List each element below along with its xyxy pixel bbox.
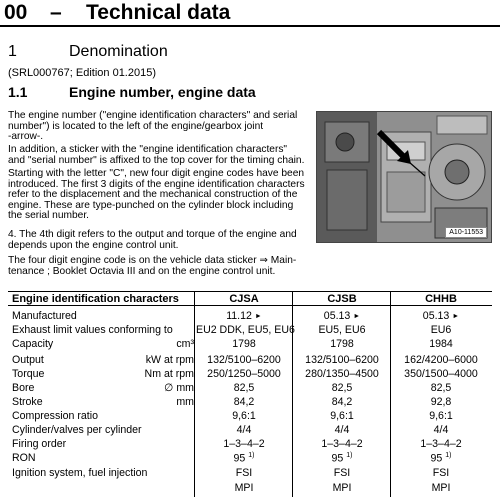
paragraph-fourth-digit: 4. The 4th digit refers to the output and torque of the engine and depends upon the engine control unit.: [8, 229, 297, 251]
row-unit: cm³: [176, 338, 194, 350]
row-value: 84,2: [233, 396, 255, 408]
row-value: 11.12 ►: [226, 310, 262, 322]
paragraph-sticker: In addition, a sticker with the "engine identification characters" and "serial number" is affixed to the top cover for the timing chain.: [8, 144, 305, 166]
row-value: 250/1250–5000: [207, 368, 281, 380]
table-row: [8, 310, 492, 324]
row-value: 95 $^{1)}$: [331, 452, 353, 465]
row-value: 9,6:1: [330, 410, 354, 422]
row-value: 162/4200–6000: [404, 354, 478, 366]
table-header-cjsa: CJSA: [229, 293, 259, 305]
chapter-dash: –: [50, 1, 62, 24]
section-number: 1: [8, 43, 17, 60]
paragraph-new-codes: Starting with the letter "C", new four digit engine codes have been introduced. The first 3 digits of the engine identification characters refer to the displacement and the mechanical construction of the engine. These are type-punched on the cylinder block including the serial number.: [8, 168, 305, 221]
arrow-right-icon: ►: [254, 313, 262, 320]
subsection-number: 1.1: [8, 84, 28, 100]
row-label: RON: [12, 452, 36, 464]
row-value: FSI: [333, 467, 351, 479]
row-value: 132/5100–6200: [207, 354, 281, 366]
footnote-marker: 1): [346, 452, 353, 459]
row-value: 4/4: [334, 424, 350, 436]
row-value: MPI: [234, 482, 254, 494]
row-value: EU2 DDK, EU5, EU6: [196, 324, 295, 336]
table-row: [8, 452, 492, 466]
row-value: 1984: [429, 338, 453, 350]
row-label: Firing order: [12, 438, 67, 450]
table-row: [8, 482, 492, 496]
row-label: Bore: [12, 382, 35, 394]
row-value: 95 $^{1)}$: [233, 452, 255, 465]
chapter-title: Technical data: [86, 1, 231, 24]
row-unit: Nm at rpm: [144, 368, 194, 380]
footnote-marker: 1): [445, 452, 452, 459]
row-value: EU6: [430, 324, 452, 336]
row-label: Manufactured: [12, 310, 77, 322]
row-value: 82,5: [233, 382, 255, 394]
document-reference: (SRL000767; Edition 01.2015): [8, 67, 156, 79]
row-value: MPI: [431, 482, 451, 494]
row-value: 1–3–4–2: [321, 438, 363, 450]
table-top-rule: [8, 291, 492, 292]
table-header-chhb: CHHB: [425, 293, 457, 305]
row-label: Exhaust limit values conforming to: [12, 324, 173, 336]
row-value: 95 $^{1)}$: [430, 452, 452, 465]
row-value: 84,2: [331, 396, 353, 408]
row-value: 4/4: [236, 424, 252, 436]
row-label: Output: [12, 354, 44, 366]
row-value: 1–3–4–2: [223, 438, 265, 450]
row-label: Torque: [12, 368, 45, 380]
paragraph-engine-number: The engine number ("engine identification characters" and serial number") is located to the left of the engine/gearbox joint -arrow-.: [8, 110, 298, 142]
paragraph-vehicle-sticker: The four digit engine code is on the vehicle data sticker ⇒ Main- tenance ; Booklet Octavia III and on the engine control unit.: [8, 255, 297, 277]
row-label: Ignition system, fuel injection: [12, 467, 148, 479]
table-row: [8, 396, 492, 410]
row-value: 9,6:1: [429, 410, 453, 422]
row-value: 4/4: [433, 424, 449, 436]
row-unit: ∅ mm: [164, 382, 194, 394]
row-label: Capacity: [12, 338, 54, 350]
row-value: FSI: [235, 467, 253, 479]
table-row: [8, 467, 492, 481]
table-header-label: Engine identification characters: [12, 293, 179, 305]
chapter-header: [0, 0, 500, 27]
table-row: [8, 338, 492, 352]
subsection-title: Engine number, engine data: [69, 84, 256, 100]
row-label: Compression ratio: [12, 410, 98, 422]
arrow-right-icon: ►: [353, 313, 361, 320]
row-unit: mm: [176, 396, 194, 408]
row-value: 280/1350–4500: [305, 368, 379, 380]
table-row: [8, 354, 492, 368]
row-value: FSI: [432, 467, 450, 479]
row-value: 132/5100–6200: [305, 354, 379, 366]
row-value: 92,8: [430, 396, 452, 408]
table-header-cjsb: CJSB: [327, 293, 357, 305]
row-value: 1798: [232, 338, 256, 350]
row-label: Cylinder/valves per cylinder: [12, 424, 142, 436]
row-value: 350/1500–4000: [404, 368, 478, 380]
table-row: [8, 324, 492, 338]
arrow-right-icon: ►: [452, 313, 460, 320]
row-value: 82,5: [430, 382, 452, 394]
row-label: Stroke: [12, 396, 43, 408]
row-unit: kW at rpm: [145, 354, 194, 366]
table-row: [8, 368, 492, 382]
footnote-marker: 1): [248, 452, 255, 459]
table-row: [8, 382, 492, 396]
table-row: [8, 424, 492, 438]
row-value: EU5, EU6: [318, 324, 366, 336]
row-value: 05.13 ►: [422, 310, 460, 322]
engine-figure: [316, 111, 492, 243]
engine-drawing-icon: [317, 112, 492, 243]
row-value: 1798: [330, 338, 354, 350]
table-header: [8, 293, 492, 307]
figure-label: A10-11553: [445, 227, 487, 238]
row-value: MPI: [332, 482, 352, 494]
section-title: Denomination: [69, 43, 168, 60]
chapter-number: 00: [4, 1, 28, 24]
row-value: 82,5: [331, 382, 353, 394]
row-value: 05.13 ►: [323, 310, 361, 322]
table-row: [8, 410, 492, 424]
row-value: 1–3–4–2: [420, 438, 462, 450]
row-value: 9,6:1: [232, 410, 256, 422]
table-row: [8, 438, 492, 452]
